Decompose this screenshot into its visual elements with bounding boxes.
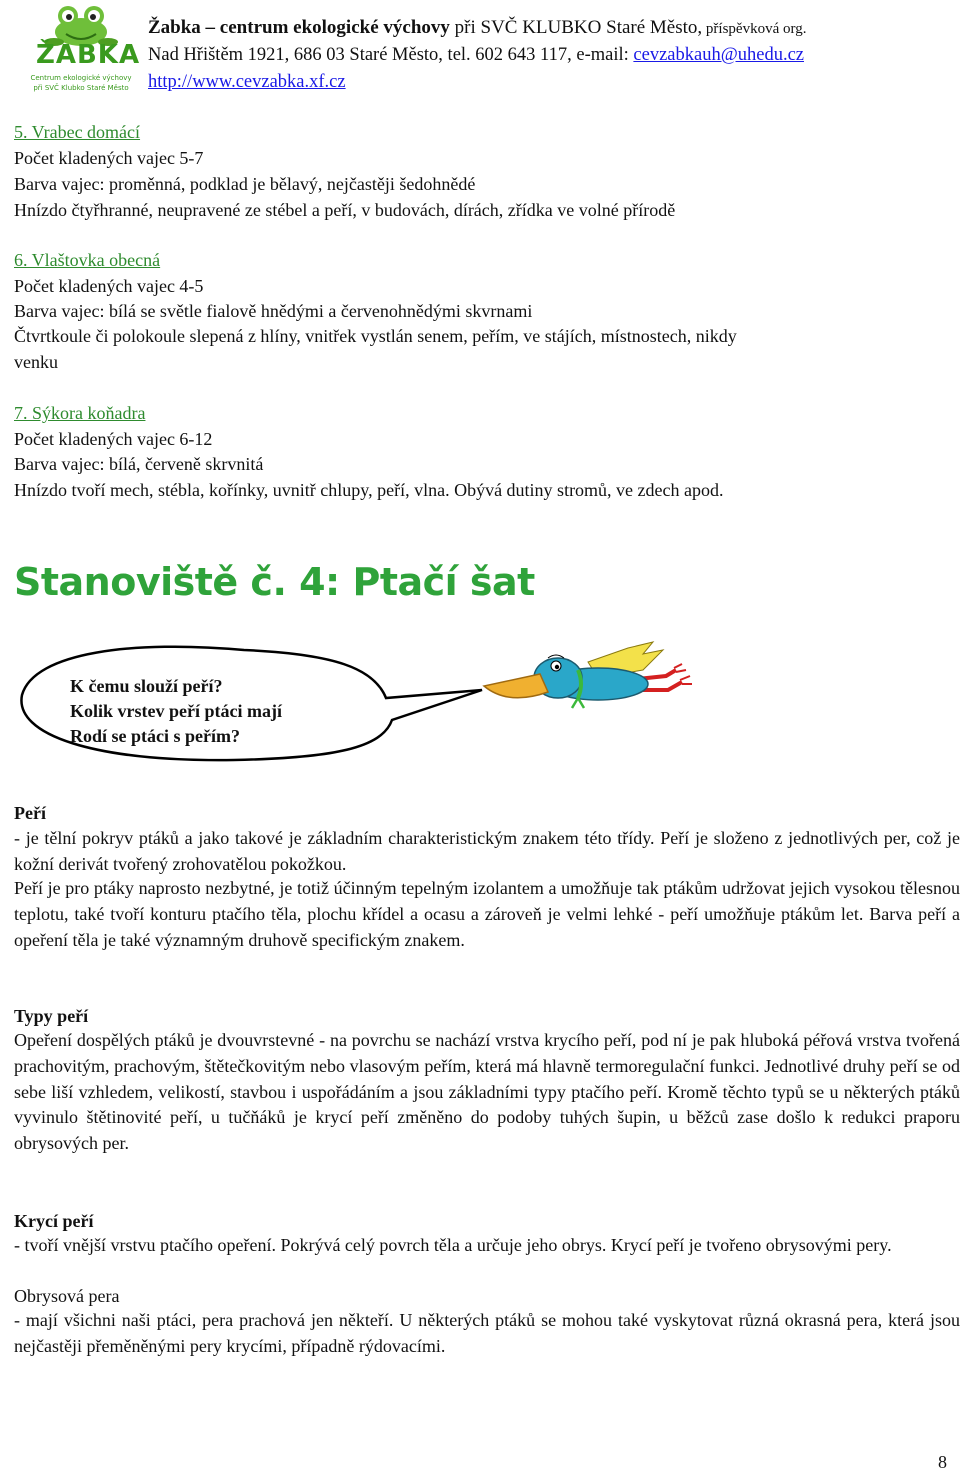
bird-line: Počet kladených vajec 5-7 <box>14 148 204 168</box>
header-address-text: Nad Hřištěm 1921, 686 03 Staré Město, tel. 602 643 117, e-mail: <box>148 45 634 65</box>
bird-line: Počet kladených vajec 4-5 <box>14 276 204 296</box>
bird-title: 7. Sýkora koňadra <box>14 403 146 423</box>
section-subheading: Obrysová pera <box>14 1286 120 1306</box>
bird-line: venku <box>14 352 58 372</box>
header-url-link[interactable]: http://www.cevzabka.xf.cz <box>148 72 346 92</box>
logo <box>30 2 141 100</box>
station-heading: Stanoviště č. 4: Ptačí šat <box>14 560 535 604</box>
header-title-rest: při SVČ KLUBKO Staré Město, <box>449 17 703 38</box>
bubble-question: Rodí se ptáci s peřím? <box>70 726 240 746</box>
bird-title: 6. Vlaštovka obecná <box>14 250 161 270</box>
bird-line: Čtvrtkoule či polokoule slepená z hlíny, vnitřek vystlán senem, peřím, ve stájích, místnostech, nikdy <box>14 326 737 346</box>
logo-subtitle-2: při SVČ Klubko Staré Město <box>33 84 129 92</box>
bird-line: Hnízdo tvoří mech, stébla, kořínky, uvnitř chlupy, peří, vlna. Obývá dutiny stromů, ve zdech apod. <box>14 480 724 500</box>
bird-line: Barva vajec: bílá, červeně skrvnitá <box>14 454 264 474</box>
bird-line: Počet kladených vajec 6-12 <box>14 429 213 449</box>
logo-subtitle-1: Centrum ekologické výchovy <box>30 74 132 82</box>
section-heading: Krycí peří <box>14 1211 94 1231</box>
bird-line: Hnízdo čtyřhranné, neupravené ze stébel a peří, v budovách, dírách, zřídka ve volné přírodě <box>14 200 676 220</box>
bird-line: Barva vajec: proměnná, podklad je bělavý, nejčastěji šedohnědé <box>14 174 476 194</box>
header-address <box>148 43 804 67</box>
section-paragraph: Peří je pro ptáky naprosto nezbytné, je totiž účinným tepelným izolantem a umožňuje tak ptákům udržovat jejich vysokou tělesnou teplotu, také tvoří konturu ptačího těla, plochu křídel a ocasu a zároveň je velmi lehké - peří umožňuje ptákům let. Barva peří a opeření těla je také významným druhově specifickým znakem. <box>14 878 960 950</box>
section-paragraph: - mají všichni naši ptáci, pera prachová jen někteří. U některých ptáků se mohou také vyskytovat různá okrasná pera, která jsou nejčastěji přeměněnými pery krycími, případně rýdovacími. <box>14 1310 960 1356</box>
section-heading: Typy peří <box>14 1006 89 1026</box>
bird-line: Barva vajec: bílá se světle fialově hnědými a červenohnědými skvrnami <box>14 301 533 321</box>
header-title <box>148 16 806 41</box>
bubble-question: Kolik vrstev peří ptáci mají <box>70 701 282 721</box>
section-heading: Peří <box>14 803 46 823</box>
header-title-bold: Žabka – centrum ekologické výchovy <box>148 17 450 38</box>
page-number: 8 <box>938 1452 947 1472</box>
logo-word: ŽABKA <box>36 40 141 70</box>
bird-title: 5. Vrabec domácí <box>14 122 141 142</box>
bubble-question: K čemu slouží peří? <box>70 676 223 696</box>
flying-bird-icon <box>478 640 693 720</box>
section-paragraph: - tvoří vnější vrstvu ptačího opeření. Pokrývá celý povrch těla a určuje jeho obrys. Krycí peří je tvořeno obrysovými pery. <box>14 1235 892 1255</box>
header-title-small: příspěvková org. <box>702 21 807 37</box>
header-email-link[interactable]: cevzabkauh@uhedu.cz <box>633 45 804 65</box>
header-url <box>148 70 346 94</box>
section-paragraph: Opeření dospělých ptáků je dvouvrstevné - na povrchu se nachází vrstva krycího peří, pod ní je pak hluboká péřová vrstva tvořená prachovitým, prachovým, štětečkovitým nebo vlasovým peřím, která má hlavně termoregulační funkci. Jednotlivé druhy peří se od sebe liší vzhledem, velikostí, stavbou i uspořádáním a jsou základními typy ptačího peří. Kromě těchto typů se u některých ptáků vyvinulo štětinovité peří, u tučňáků je krycí peří změněno do podoby tuhých šupin, u běžců zase došlo k redukci praporu obrysových per. <box>14 1030 960 1154</box>
section-paragraph: - je tělní pokryv ptáků a jako takové je základním charakteristickým znakem této třídy. Peří je složeno z jednotlivých per, což je kožní derivát tvořený zrohovatělou pokožkou. <box>14 828 960 874</box>
